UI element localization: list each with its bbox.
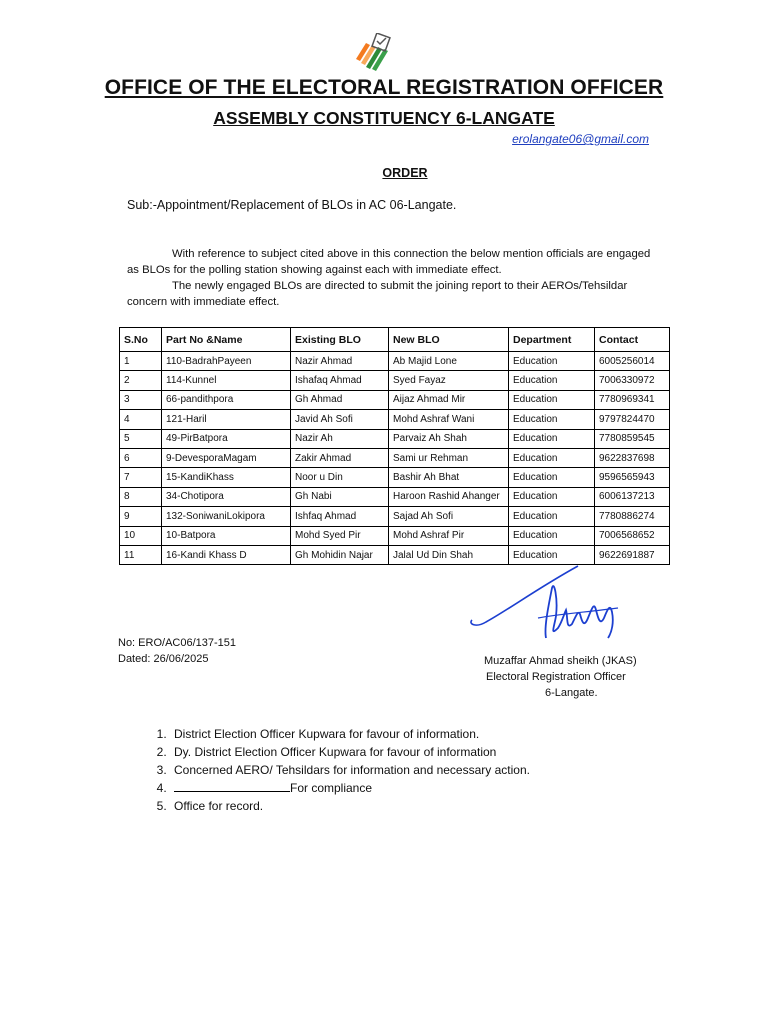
body-paragraph-1-text: With reference to subject cited above in this connection the below mention officials are engaged as BLOs for the polling station showing against each with immediate effect.: [127, 248, 651, 276]
cell-part-no: 16-Kandi Khass D: [162, 545, 291, 564]
signatory-designation: Electoral Registration Officer: [486, 671, 626, 683]
cell-part-no: 10-Batpora: [162, 526, 291, 545]
cell-existing-blo: Mohd Syed Pir: [291, 526, 389, 545]
cell-new-blo: Bashir Ah Bhat: [389, 468, 509, 487]
order-date: Dated: 26/06/2025: [118, 653, 209, 665]
table-row: [120, 352, 670, 371]
cell-existing-blo: Ishfaq Ahmad: [291, 507, 389, 526]
cell-sno: 6: [120, 448, 162, 467]
signatory-place: 6-Langate.: [545, 687, 598, 699]
constituency-title: ASSEMBLY CONSTITUENCY 6-LANGATE: [213, 108, 555, 128]
cell-part-no: 49-PirBatpora: [162, 429, 291, 448]
cell-existing-blo: Nazir Ahmad: [291, 352, 389, 371]
list-item: 1. District Election Officer Kupwara for favour of information.: [170, 725, 530, 743]
cell-existing-blo: Noor u Din: [291, 468, 389, 487]
list-item: 5. Office for record.: [170, 797, 530, 815]
cell-department: Education: [509, 468, 595, 487]
subject-line: Sub:-Appointment/Replacement of BLOs in AC 06-Langate.: [127, 198, 457, 212]
header-contact: Contact: [595, 328, 670, 352]
cell-contact: 7780886274: [595, 507, 670, 526]
cell-department: Education: [509, 390, 595, 409]
cell-part-no: 9-DevesporaMagam: [162, 448, 291, 467]
cell-department: Education: [509, 448, 595, 467]
body-paragraph-1: [127, 246, 657, 278]
order-number: No: ERO/AC06/137-151: [118, 637, 237, 649]
table-row: [120, 371, 670, 390]
cell-new-blo: Parvaiz Ah Shah: [389, 429, 509, 448]
cell-contact: 7780859545: [595, 429, 670, 448]
cell-existing-blo: Gh Nabi: [291, 487, 389, 506]
table-row: [120, 429, 670, 448]
cell-existing-blo: Gh Ahmad: [291, 390, 389, 409]
header-part-no: Part No &Name: [162, 328, 291, 352]
list-item-text: For compliance: [290, 781, 373, 795]
cell-sno: 2: [120, 371, 162, 390]
header-existing-blo: Existing BLO: [291, 328, 389, 352]
blo-table: [119, 327, 670, 565]
cell-new-blo: Sajad Ah Sofi: [389, 507, 509, 526]
table-row: [120, 390, 670, 409]
table-row: [120, 487, 670, 506]
cell-new-blo: Mohd Ashraf Pir: [389, 526, 509, 545]
cell-part-no: 34-Chotipora: [162, 487, 291, 506]
cell-contact: 7006330972: [595, 371, 670, 390]
table-row: [120, 410, 670, 429]
cell-new-blo: Mohd Ashraf Wani: [389, 410, 509, 429]
cell-sno: 10: [120, 526, 162, 545]
cell-contact: 9622691887: [595, 545, 670, 564]
cell-new-blo: Aijaz Ahmad Mir: [389, 390, 509, 409]
cell-department: Education: [509, 487, 595, 506]
cell-sno: 3: [120, 390, 162, 409]
cell-existing-blo: Ishafaq Ahmad: [291, 371, 389, 390]
cell-contact: 6006137213: [595, 487, 670, 506]
election-commission-logo-icon: [352, 33, 396, 73]
cell-department: Education: [509, 371, 595, 390]
cell-new-blo: Haroon Rashid Ahanger: [389, 487, 509, 506]
cell-sno: 4: [120, 410, 162, 429]
cell-department: Education: [509, 526, 595, 545]
cell-existing-blo: Javid Ah Sofi: [291, 410, 389, 429]
table-row: [120, 468, 670, 487]
cell-new-blo: Sami ur Rehman: [389, 448, 509, 467]
cell-new-blo: Ab Majid Lone: [389, 352, 509, 371]
cell-department: Education: [509, 352, 595, 371]
cell-contact: 9596565943: [595, 468, 670, 487]
cell-sno: 9: [120, 507, 162, 526]
cell-contact: 9622837698: [595, 448, 670, 467]
blank-line: [174, 780, 290, 792]
list-item: [170, 779, 530, 797]
header-sno: S.No: [120, 328, 162, 352]
table-row: [120, 507, 670, 526]
cell-department: Education: [509, 429, 595, 448]
cell-new-blo: Jalal Ud Din Shah: [389, 545, 509, 564]
cell-sno: 1: [120, 352, 162, 371]
body-paragraph-2: [127, 278, 657, 310]
signatory-name: Muzaffar Ahmad sheikh (JKAS): [484, 655, 637, 667]
header-new-blo: New BLO: [389, 328, 509, 352]
cell-sno: 5: [120, 429, 162, 448]
cell-part-no: 121-Haril: [162, 410, 291, 429]
cell-department: Education: [509, 410, 595, 429]
cell-part-no: 110-BadrahPayeen: [162, 352, 291, 371]
cell-sno: 7: [120, 468, 162, 487]
signatory-block: [484, 653, 637, 701]
copy-to-list: [150, 725, 530, 815]
signature: [468, 558, 638, 658]
cell-part-no: 15-KandiKhass: [162, 468, 291, 487]
cell-part-no: 132-SoniwaniLokipora: [162, 507, 291, 526]
cell-sno: 8: [120, 487, 162, 506]
table-row: [120, 526, 670, 545]
cell-contact: 7006568652: [595, 526, 670, 545]
header-department: Department: [509, 328, 595, 352]
cell-part-no: 114-Kunnel: [162, 371, 291, 390]
table-header-row: [120, 328, 670, 352]
list-item: 2. Dy. District Election Officer Kupwara for favour of information: [170, 743, 530, 761]
cell-contact: 7780969341: [595, 390, 670, 409]
cell-part-no: 66-pandithpora: [162, 390, 291, 409]
cell-new-blo: Syed Fayaz: [389, 371, 509, 390]
cell-existing-blo: Gh Mohidin Najar: [291, 545, 389, 564]
table-row: [120, 448, 670, 467]
order-heading: ORDER: [382, 166, 428, 180]
list-item: 3. Concerned AERO/ Tehsildars for information and necessary action.: [170, 761, 530, 779]
cell-contact: 6005256014: [595, 352, 670, 371]
cell-sno: 11: [120, 545, 162, 564]
cell-existing-blo: Zakir Ahmad: [291, 448, 389, 467]
email-link[interactable]: erolangate06@gmail.com: [512, 132, 649, 146]
cell-existing-blo: Nazir Ah: [291, 429, 389, 448]
cell-contact: 9797824470: [595, 410, 670, 429]
office-title: OFFICE OF THE ELECTORAL REGISTRATION OFFICER: [104, 76, 664, 99]
cell-department: Education: [509, 507, 595, 526]
body-paragraph-2-text: The newly engaged BLOs are directed to submit the joining report to their AEROs/Tehsildar concern with immediate effect.: [127, 280, 628, 308]
cell-department: Education: [509, 545, 595, 564]
